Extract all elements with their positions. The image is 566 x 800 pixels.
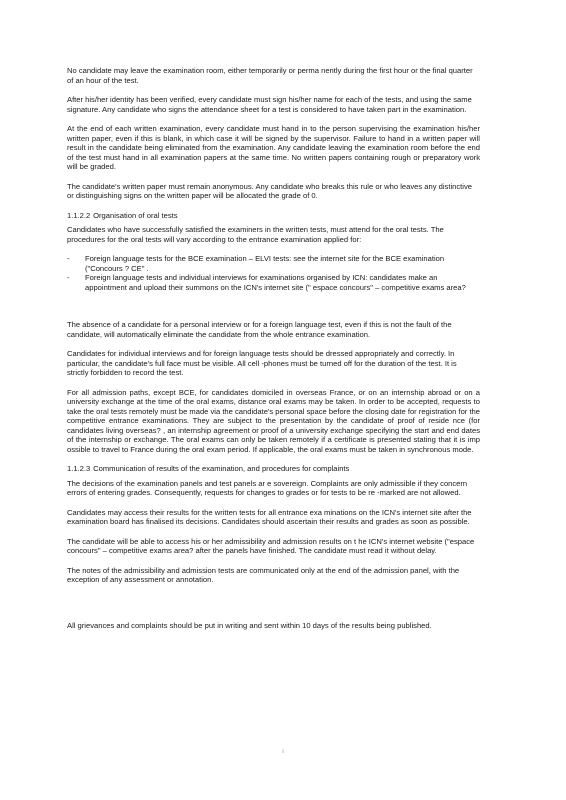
list-item-text: Foreign language tests and individual interviews for examinations organised by ICN: candidates make an appointment and upload their summons on the ICN's internet site (" espace concours" – competitive exams area? <box>85 273 466 292</box>
spacer <box>67 595 480 621</box>
paragraph-anonymous: The candidate's written paper must remain anonymous. Any candidate who breaks this rule or who leaves any distinctive or distinguishing signs on the written paper will be allocated the grade of 0. <box>67 181 472 200</box>
paragraph-leave-room: No candidate may leave the examination room, either temporarily or perma nently during the first hour or the final quarter of an hour of the test. <box>67 66 473 85</box>
paragraph-absence: The absence of a candidate for a personal interview or for a foreign language test, even if this is not the fault of the candidate, will automatically eliminate the candidate from the whole entrance examination. <box>67 320 452 339</box>
paragraph-distance-exams: For all admission paths, except BCE, for candidates domiciled in overseas France, or on an internship abroad or on a university exchange at the time of the oral exams, distance oral exams may be taken. In order to be accepted, requests to take the oral tests remotely must be made via the candidate's personal space before the closing date for registration for the competitive entrance examinations. They are subject to the presentation by the candidate of proof of reside nce (for candidates living overseas? , an internship agreement or proof of a university exchange specifying the start and end dates of the internship or exchange. The oral exams can only be taken remotely if a certificate is presented stating that it is imp ossible to travel to France during the oral exam period. If applicable, the oral exams must be taken in synchronous mode. <box>67 387 481 454</box>
paragraph-dress: Candidates for individual interviews and for foreign language tests should be dressed appropriately and correctly. In particular, the candidate's full face must be visible. All cell -phones must be turned off for the duration of the test. It is strictly forbidden to record the test. <box>67 349 457 377</box>
paragraph-hand-in: At the end of each written examination, every candidate must hand in to the person supervising the examination his/her written paper, even if this is blank, in which case it will be signed by the supervisor. Failure to hand in a written paper will result in the candidate being eliminated from the examination. Any candidate leaving the examination room before the end of the test must hand in all examination papers at the same time. No written papers containing rough or preparatory work will be graded. <box>67 124 480 171</box>
paragraph-identity: After his/her identity has been verified, every candidate must sign his/her name for each of the tests, and using the same signature. Any candidate who signs the attendance sheet for a test is considered to have taken part in the examination. <box>67 95 472 114</box>
paragraph-admission-results: The candidate will be able to access his or her admissibility and admission results on t he ICN's internet website ("espace concours" – competitive exams area? after the panels have finished. The candidate must read it without delay. <box>67 536 475 555</box>
page-number: i <box>282 749 284 755</box>
paragraph-notes: The notes of the admissibility and admission tests are communicated only at the end of the admission panel, with the exception of any assessment or annotation. <box>67 565 460 584</box>
section-heading-oral-tests <box>67 211 480 221</box>
section-title: Organisation of oral tests <box>93 210 178 220</box>
section-number: 1.1.2.3 <box>67 464 91 473</box>
section-title: Communication of results of the examination, and procedures for complaints <box>93 464 350 473</box>
paragraph-grievances: All grievances and complaints should be put in writing and sent within 10 days of the results being published. <box>67 620 432 630</box>
oral-tests-list <box>67 254 480 292</box>
section-heading-results <box>67 464 480 474</box>
paragraph-access-results: Candidates may access their results for the written tests for all entrance exa minations on the ICN's internet site after the examination board has finalised its decisions. Candidates should ascertain their results and grades as soon as possible. <box>67 507 472 526</box>
paragraph-sovereign: The decisions of the examination panels and test panels ar e sovereign. Complaints are only admissible if they concern errors of entering grades. Consequently, requests for changes to grades or for tests to be re -marked are not allowed. <box>67 478 468 497</box>
list-item <box>67 254 480 273</box>
section-number: 1.1.2.2 <box>67 210 91 220</box>
list-item <box>67 273 480 292</box>
list-item-text: Foreign language tests for the BCE examination – ELVI tests: see the internet site for the BCE examination ("Concours ? CE" . <box>85 254 445 273</box>
paragraph-oral-intro: Candidates who have successfully satisfied the examiners in the written tests, must attend for the oral tests. The procedures for the oral tests will vary according to the entrance examination applied for: <box>67 225 444 244</box>
bullet-dash: - <box>67 254 70 263</box>
bullet-dash: - <box>67 273 70 282</box>
